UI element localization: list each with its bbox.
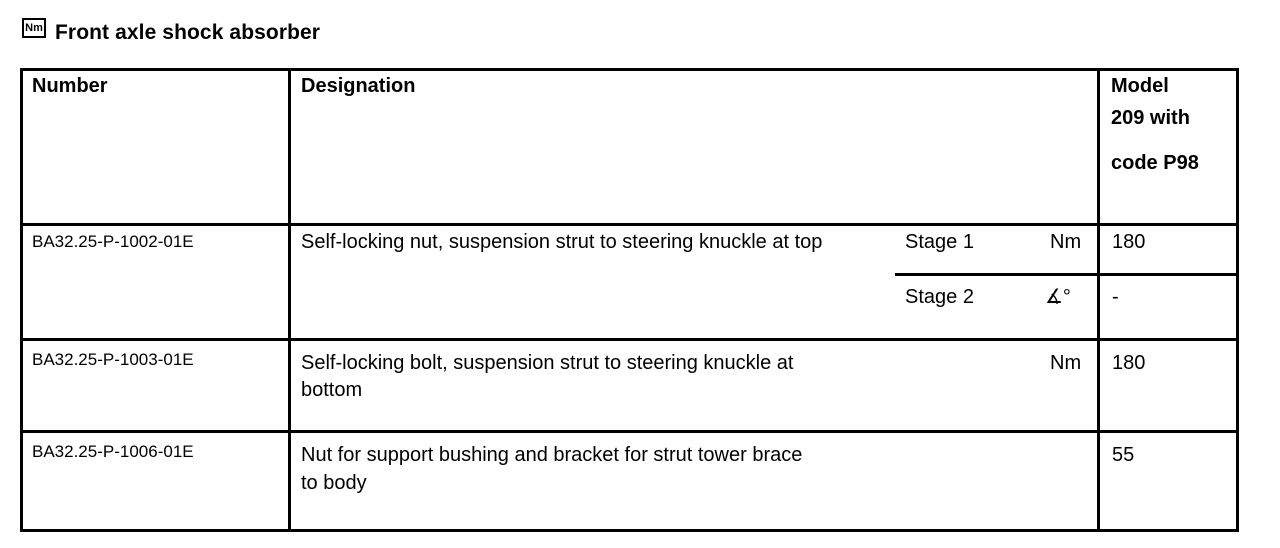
torque-nm-icon: Nm [22,18,46,38]
row-divider-stage [895,273,1239,276]
column-divider-model [1097,68,1100,532]
row1-designation: Self-locking nut, suspension strut to steering knuckle at top [301,231,823,253]
row2-value: 180 [1112,352,1146,374]
header-number: Number [32,75,108,97]
row3-designation-line2: to body [301,472,367,494]
row2-designation-line1: Self-locking bolt, suspension strut to steering knuckle at [301,352,794,374]
page-title: Front axle shock absorber [55,21,321,44]
row1-stage2-label: Stage 2 [905,286,974,308]
header-model-line2: 209 with [1111,107,1190,129]
row1-stage2-angle-icon: ∡° [1045,286,1071,308]
row-divider-3 [20,430,1239,433]
header-model-line1: Model [1111,75,1169,97]
row3-number: BA32.25-P-1006-01E [32,442,194,461]
row-divider-2 [20,338,1239,341]
table-border-left [20,68,23,532]
table-border-right [1236,68,1239,532]
table-border-bottom [20,529,1239,532]
row1-number: BA32.25-P-1002-01E [32,232,194,251]
row3-value: 55 [1112,444,1135,466]
row2-unit: Nm [1050,352,1082,374]
row-divider-header [20,223,1239,226]
header-designation: Designation [301,75,416,97]
row2-designation-line2: bottom [301,379,363,401]
header-model-line3: code P98 [1111,152,1199,174]
column-divider-number [288,68,291,532]
section-heading [22,18,320,48]
row3-designation-line1: Nut for support bushing and bracket for strut tower brace [301,444,803,466]
row1-stage2-value: - [1112,286,1119,308]
row1-stage1-value: 180 [1112,231,1146,253]
table-border-top [20,68,1239,71]
row1-stage1-label: Stage 1 [905,231,974,253]
row2-number: BA32.25-P-1003-01E [32,350,194,369]
row1-stage1-unit: Nm [1050,231,1082,253]
